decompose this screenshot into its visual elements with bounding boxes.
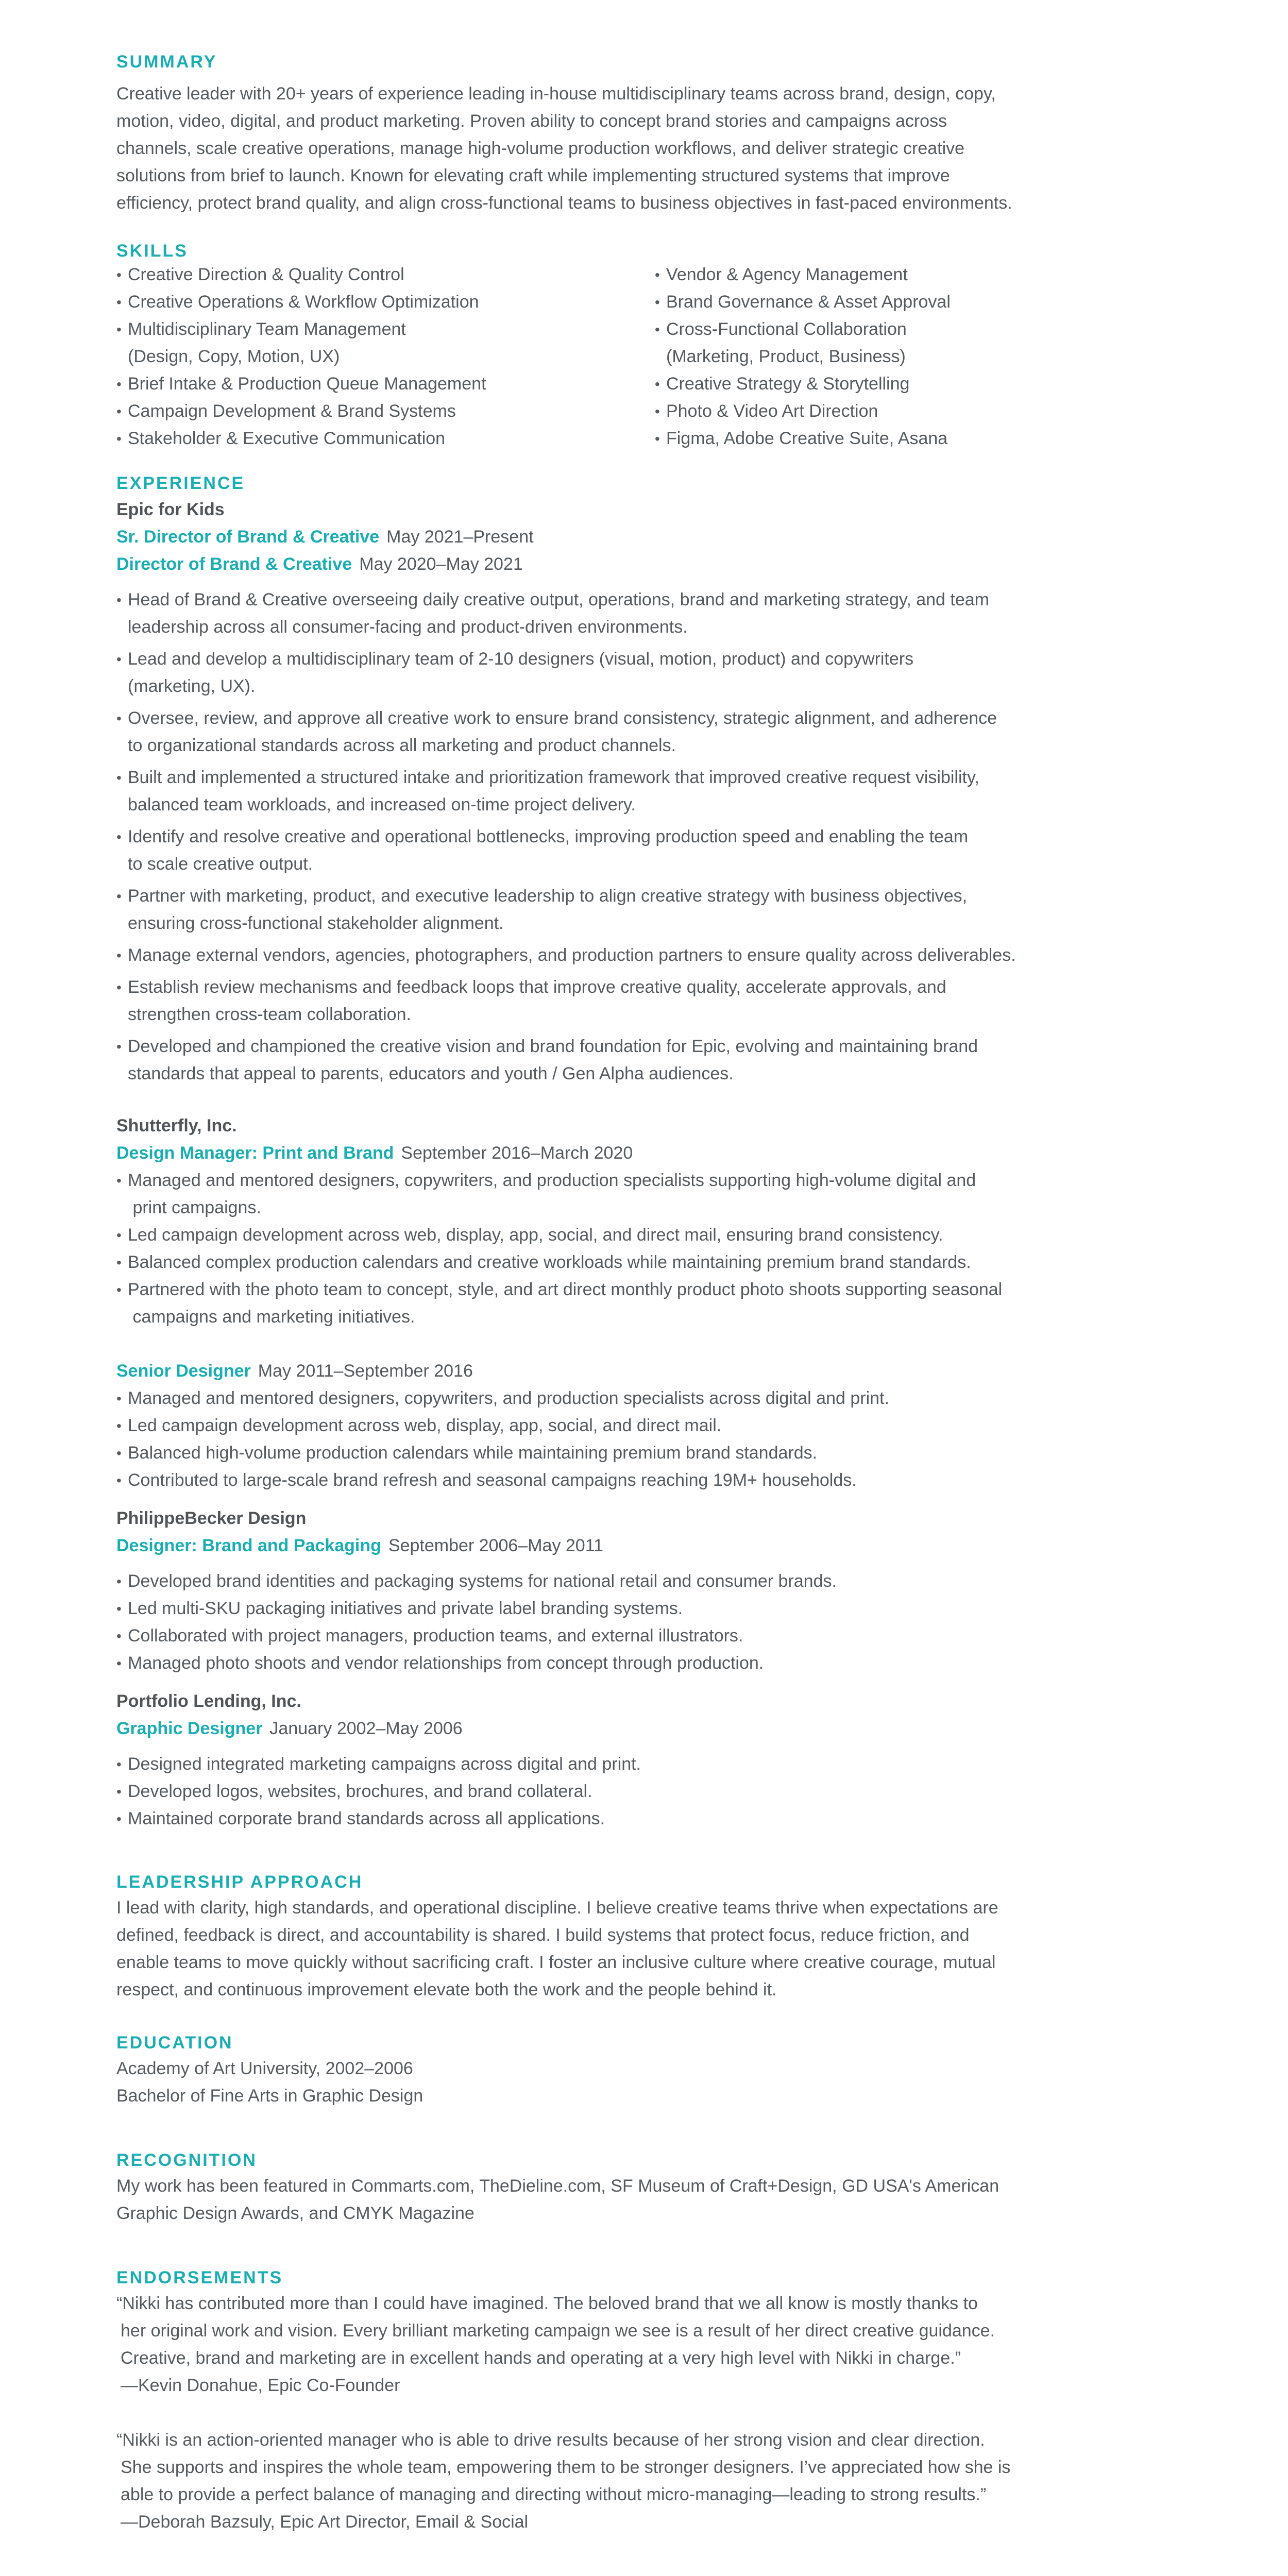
bullet-item: • Developed brand identities and packaging systems for national retail and consumer brands. (116, 1568, 1188, 1595)
bullet-line: • Establish review mechanisms and feedback loops that improve creative quality, accelerate approvals, and (128, 977, 946, 997)
job-shutterfly (116, 1112, 1188, 1494)
role-title: Senior Designer (116, 1361, 251, 1381)
education-heading: EDUCATION (116, 2033, 233, 2053)
bullet-line: strengthen cross-team collaboration. (128, 1005, 411, 1024)
skill-item: • Stakeholder & Executive Communication (116, 425, 655, 452)
role-dates: September 2006–May 2011 (388, 1536, 604, 1555)
summary-line: solutions from brief to launch. Known for elevating craft while implementing structured systems that improve (116, 166, 950, 185)
skills-left-column (116, 261, 655, 452)
skill-item: • Photo & Video Art Direction (655, 398, 1170, 425)
bullet-item: • Managed photo shoots and vendor relationships from concept through production. (116, 1650, 1188, 1677)
bullet-line: (marketing, UX). (128, 676, 256, 696)
skill-item-line: • Multidisciplinary Team Management (128, 319, 406, 339)
bullet-item (116, 942, 1188, 969)
bullet-item: • Contributed to large-scale brand refresh and seasonal campaigns reaching 19M+ households. (116, 1467, 1188, 1494)
role-dates: May 2021–Present (386, 527, 534, 547)
education-section (116, 2032, 1188, 2110)
skills-right-column (655, 261, 1170, 452)
bullet-item (116, 974, 1188, 1028)
endorsement-line: She supports and inspires the whole team, empowering them to be stronger designers. I’ve appreciated how she is (121, 2458, 1011, 2477)
bullet-item (116, 705, 1188, 759)
skill-item: • Creative Direction & Quality Control (116, 261, 655, 289)
bullet-line: balanced team workloads, and increased on-time project delivery. (128, 795, 636, 815)
endorsement-line: Creative, brand and marketing are in excellent hands and operating at a very high level with Nikki in charge.” (121, 2348, 961, 2368)
role-title: Graphic Designer (116, 1719, 263, 1738)
skill-item-line: • Cross-Functional Collaboration (666, 319, 907, 339)
bullet-item: • Designed integrated marketing campaigns across digital and print. (116, 1751, 1188, 1778)
company-name: Shutterfly, Inc. (116, 1116, 237, 1136)
role-dates: May 2011–September 2016 (258, 1361, 473, 1381)
bullet-line: print campaigns. (128, 1198, 261, 1217)
bullet-line: ensuring cross-functional stakeholder alignment. (128, 913, 504, 933)
endorsement-line: able to provide a perfect balance of managing and directing without micro-managing—leading to strong results.” (121, 2485, 987, 2504)
role-line (116, 523, 1188, 551)
skill-item: • Creative Strategy & Storytelling (655, 370, 1170, 398)
bullet-line: • Lead and develop a multidisciplinary team of 2-10 designers (visual, motion, product) and copywriters (128, 649, 914, 669)
role-dates: September 2016–March 2020 (401, 1143, 633, 1163)
skill-item: • Creative Operations & Workflow Optimization (116, 289, 655, 316)
skills-section (116, 241, 1188, 452)
job-portfolio-lending (116, 1687, 1188, 1833)
philippe-bullets (116, 1568, 1188, 1677)
bullet-item: • Managed and mentored designers, copywriters, and production specialists across digital and print. (116, 1385, 1188, 1412)
bullet-item (116, 1167, 1188, 1222)
bullet-line: to scale creative output. (128, 854, 313, 874)
bullet-line: • Partner with marketing, product, and executive leadership to align creative strategy with business objectives, (128, 886, 968, 906)
education-degree: Bachelor of Fine Arts in Graphic Design (116, 2086, 423, 2106)
recognition-text (116, 2173, 1188, 2227)
endorsement-quote (116, 2427, 1188, 2536)
role-line (116, 1358, 1188, 1385)
experience-heading: EXPERIENCE (116, 473, 245, 493)
endorsement-line: “Nikki has contributed more than I could have imagined. The beloved brand that we all know is mostly thanks to (116, 2294, 978, 2313)
leadership-section (116, 1872, 1188, 2004)
bullet-line: • Managed and mentored designers, copywriters, and production specialists supporting high-volume digital and (128, 1171, 976, 1190)
role-dates: May 2020–May 2021 (359, 554, 523, 574)
skill-item-line: (Design, Copy, Motion, UX) (128, 347, 340, 366)
bullet-item: • Maintained corporate brand standards across all applications. (116, 1805, 1188, 1833)
endorsements-heading: ENDORSEMENTS (116, 2268, 283, 2287)
bullet-line: • Head of Brand & Creative overseeing daily creative output, operations, brand and marketing strategy, and team (128, 590, 989, 609)
bullet-item (116, 1033, 1188, 1088)
endorsement-line: “Nikki is an action-oriented manager who is able to drive results because of her strong vision and clear direction. (116, 2430, 985, 2450)
skill-item (655, 316, 1170, 370)
recognition-line: My work has been featured in Commarts.com, TheDieline.com, SF Museum of Craft+Design, GD USA's American (116, 2176, 999, 2196)
bullet-line: leadership across all consumer-facing and product-driven environments. (128, 617, 688, 637)
company-name: Portfolio Lending, Inc. (116, 1691, 301, 1711)
bullet-item (116, 883, 1188, 937)
role-line (116, 1140, 1188, 1167)
endorsement-attribution: —Kevin Donahue, Epic Co-Founder (121, 2376, 400, 2395)
leadership-line: defined, feedback is direct, and accountability is shared. I build systems that protect focus, reduce friction, and (116, 1925, 970, 1945)
job-philippebecker (116, 1504, 1188, 1677)
bullet-item: • Led multi-SKU packaging initiatives and private label branding systems. (116, 1595, 1188, 1622)
skill-item (116, 316, 655, 370)
role-title: Sr. Director of Brand & Creative (116, 527, 380, 547)
leadership-heading: LEADERSHIP APPROACH (116, 1872, 363, 1892)
company-name: Epic for Kids (116, 500, 225, 519)
skill-item: • Figma, Adobe Creative Suite, Asana (655, 425, 1170, 452)
summary-text (116, 80, 1188, 217)
education-school: Academy of Art University, 2002–2006 (116, 2059, 413, 2078)
portfolio-bullets (116, 1751, 1188, 1833)
leadership-text (116, 1894, 1188, 2004)
bullet-item (116, 646, 1188, 700)
summary-line: channels, scale creative operations, manage high-volume production workflows, and deliver strategic creative (116, 139, 965, 158)
summary-line: Creative leader with 20+ years of experience leading in-house multidisciplinary teams across brand, design, copy, (116, 84, 996, 104)
bullet-item: • Led campaign development across web, display, app, social, and direct mail. (116, 1412, 1188, 1439)
skills-heading: SKILLS (116, 241, 188, 261)
bullet-line: • Built and implemented a structured intake and prioritization framework that improved creative request visibility, (128, 768, 979, 787)
recognition-line: Graphic Design Awards, and CMYK Magazine (116, 2204, 474, 2223)
summary-heading: SUMMARY (116, 52, 217, 72)
epic-bullets (116, 586, 1188, 1088)
endorsements-section (116, 2267, 1188, 2536)
shutterfly-manager-bullets (116, 1167, 1188, 1331)
endorsement-attribution: —Deborah Bazsuly, Epic Art Director, Email & Social (121, 2512, 529, 2532)
skill-item: • Vendor & Agency Management (655, 261, 1170, 289)
leadership-line: respect, and continuous improvement elevate both the work and the people behind it. (116, 1980, 777, 1999)
experience-section (116, 473, 1188, 1833)
bullet-line: • Identify and resolve creative and operational bottlenecks, improving production speed and enabling the team (128, 827, 969, 846)
endorsement-line: her original work and vision. Every brilliant marketing campaign we see is a result of her direct creative guidance. (121, 2321, 995, 2341)
recognition-section (116, 2150, 1188, 2227)
bullet-item: • Balanced high-volume production calendars while maintaining premium brand standards. (116, 1439, 1188, 1467)
bullet-item (116, 1222, 1188, 1249)
skills-grid (116, 261, 1188, 452)
skill-item-line: (Marketing, Product, Business) (666, 347, 906, 366)
summary-line: motion, video, digital, and product marketing. Proven ability to concept brand stories and campaigns across (116, 111, 947, 131)
role-line (116, 1715, 1188, 1742)
company-name: PhilippeBecker Design (116, 1509, 307, 1528)
shutterfly-designer-bullets (116, 1385, 1188, 1494)
leadership-line: I lead with clarity, high standards, and operational discipline. I believe creative teams thrive when expectations are (116, 1898, 998, 1918)
summary-line: efficiency, protect brand quality, and align cross-functional teams to business objectives in fast-paced environments. (116, 193, 1012, 213)
bullet-line: • Partnered with the photo team to concept, style, and art direct monthly product photo shoots supporting seasonal (128, 1280, 1003, 1299)
bullet-line: to organizational standards across all marketing and product channels. (128, 736, 676, 755)
bullet-item (116, 586, 1188, 641)
role-line (116, 551, 1188, 578)
bullet-item (116, 823, 1188, 878)
bullet-line: standards that appeal to parents, educators and youth / Gen Alpha audiences. (128, 1064, 734, 1083)
recognition-heading: RECOGNITION (116, 2150, 257, 2170)
skill-item: • Brief Intake & Production Queue Management (116, 370, 655, 398)
bullet-line: • Oversee, review, and approve all creative work to ensure brand consistency, strategic alignment, and adherence (128, 708, 997, 728)
bullet-item: • Collaborated with project managers, production teams, and external illustrators. (116, 1622, 1188, 1650)
resume-page (116, 52, 1188, 2560)
job-epic (116, 496, 1188, 1088)
skill-item: • Brand Governance & Asset Approval (655, 289, 1170, 316)
bullet-line: • Balanced complex production calendars and creative workloads while maintaining premium brand standards. (128, 1252, 971, 1272)
summary-section (116, 52, 1188, 217)
skill-item: • Campaign Development & Brand Systems (116, 398, 655, 425)
role-title: Director of Brand & Creative (116, 554, 352, 574)
bullet-item: • Developed logos, websites, brochures, and brand collateral. (116, 1778, 1188, 1805)
leadership-line: enable teams to move quickly without sacrificing craft. I foster an inclusive culture where creative courage, mutual (116, 1953, 996, 1972)
bullet-line: • Manage external vendors, agencies, photographers, and production partners to ensure quality across deliverables. (128, 945, 1016, 965)
bullet-line: • Led campaign development across web, display, app, social, and direct mail, ensuring brand consistency. (128, 1225, 943, 1245)
role-dates: January 2002–May 2006 (269, 1719, 463, 1738)
bullet-item (116, 1276, 1188, 1331)
role-title: Designer: Brand and Packaging (116, 1536, 381, 1555)
bullet-item (116, 764, 1188, 819)
bullet-line: • Developed and championed the creative vision and brand foundation for Epic, evolving and maintaining brand (128, 1037, 978, 1056)
bullet-item (116, 1249, 1188, 1276)
role-title: Design Manager: Print and Brand (116, 1143, 394, 1163)
role-line (116, 1532, 1188, 1560)
bullet-line: campaigns and marketing initiatives. (128, 1307, 415, 1327)
endorsement-quote (116, 2290, 1188, 2399)
